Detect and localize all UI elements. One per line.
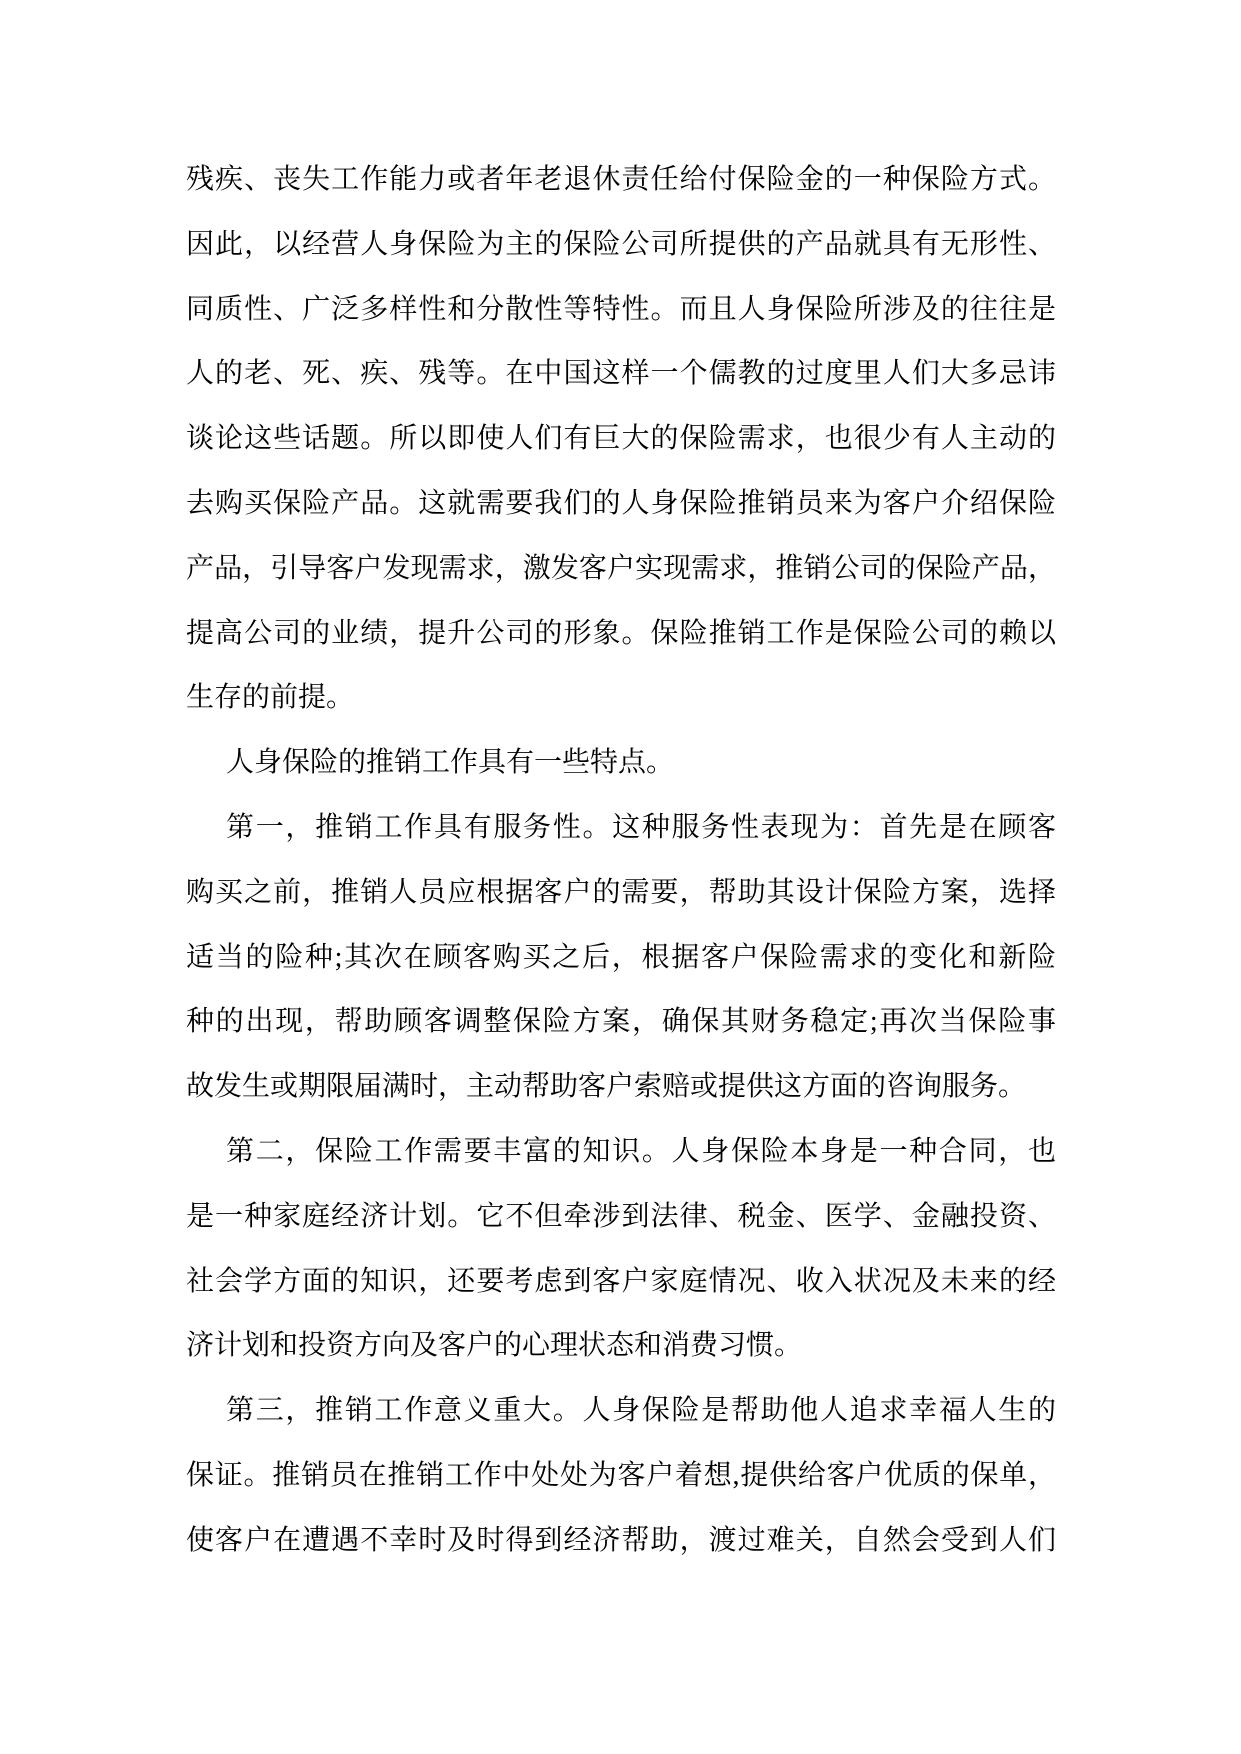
text-line: 购买之前，推销人员应根据客户的需要，帮助其设计保险方案，选择 bbox=[186, 876, 1056, 908]
text-line: 同质性、广泛多样性和分散性等特性。而且人身保险所涉及的往往是 bbox=[186, 293, 1056, 325]
document-text-block bbox=[186, 148, 1056, 1574]
text-line: 谈论这些话题。所以即使人们有巨大的保险需求，也很少有人主动的 bbox=[186, 423, 1056, 455]
text-line: 第二，保险工作需要丰富的知识。人身保险本身是一种合同，也 bbox=[226, 1135, 1056, 1167]
text-line: 故发生或期限届满时，主动帮助客户索赔或提供这方面的咨询服务。 bbox=[186, 1071, 1027, 1103]
text-line: 产品，引导客户发现需求，激发客户实现需求，推销公司的保险产品， bbox=[186, 552, 1056, 584]
text-line: 提高公司的业绩，提升公司的形象。保险推销工作是保险公司的赖以 bbox=[186, 617, 1056, 649]
text-line: 保证。推销员在推销工作中处处为客户着想,提供给客户优质的保单， bbox=[186, 1459, 1056, 1491]
text-line: 社会学方面的知识，还要考虑到客户家庭情况、收入状况及未来的经 bbox=[186, 1265, 1056, 1297]
text-line: 是一种家庭经济计划。它不但牵涉到法律、税金、医学、金融投资、 bbox=[186, 1200, 1056, 1232]
text-line: 种的出现，帮助顾客调整保险方案，确保其财务稳定;再次当保险事 bbox=[186, 1006, 1056, 1038]
text-line: 第一，推销工作具有服务性。这种服务性表现为：首先是在顾客 bbox=[226, 811, 1056, 843]
text-line: 去购买保险产品。这就需要我们的人身保险推销员来为客户介绍保险 bbox=[186, 487, 1056, 519]
text-line: 因此，以经营人身保险为主的保险公司所提供的产品就具有无形性、 bbox=[186, 228, 1056, 260]
text-line: 人身保险的推销工作具有一些特点。 bbox=[226, 747, 675, 779]
text-line: 残疾、丧失工作能力或者年老退休责任给付保险金的一种保险方式。 bbox=[186, 164, 1056, 195]
text-line: 第三，推销工作意义重大。人身保险是帮助他人追求幸福人生的 bbox=[226, 1395, 1056, 1427]
text-line: 使客户在遭遇不幸时及时得到经济帮助，渡过难关，自然会受到人们 bbox=[186, 1524, 1056, 1556]
text-line: 适当的险种;其次在顾客购买之后，根据客户保险需求的变化和新险 bbox=[186, 941, 1056, 973]
text-line: 生存的前提。 bbox=[186, 682, 355, 714]
text-line: 济计划和投资方向及客户的心理状态和消费习惯。 bbox=[186, 1330, 803, 1362]
text-line: 人的老、死、疾、残等。在中国这样一个儒教的过度里人们大多忌讳 bbox=[186, 358, 1056, 390]
